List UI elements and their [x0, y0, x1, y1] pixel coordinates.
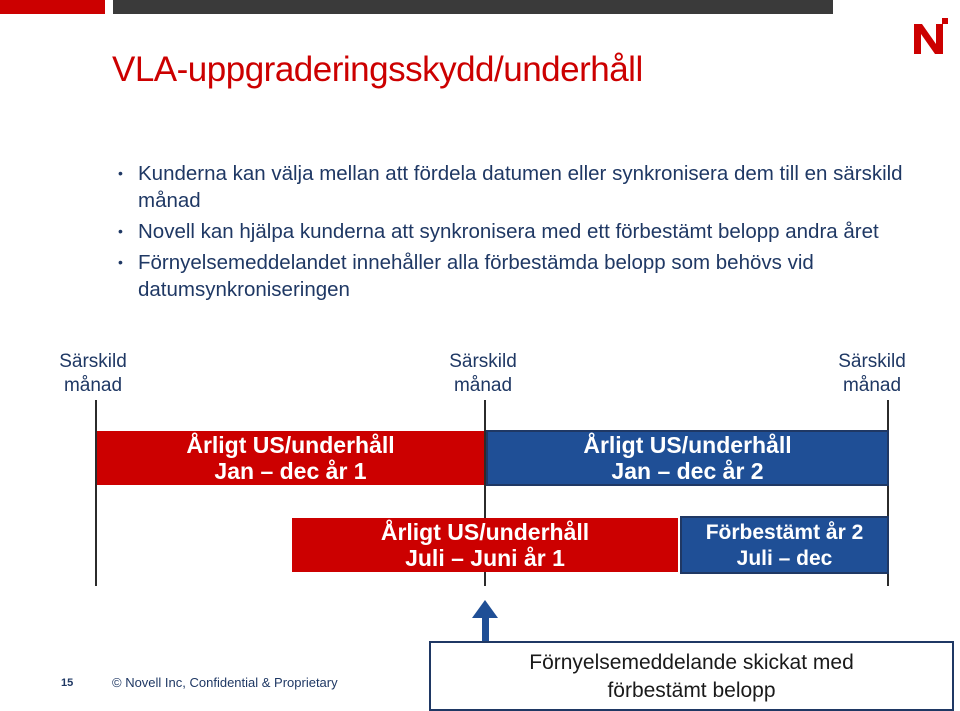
month-label-line1: Särskild	[838, 351, 906, 372]
bullet-item	[118, 218, 938, 245]
month-label-middle	[423, 350, 543, 398]
top-accent-bar-red	[0, 0, 105, 14]
bar-line1: Årligt US/underhåll	[380, 519, 590, 545]
bar-jan-dec-year2	[486, 430, 889, 486]
bullet-text: Förnyelsemeddelandet innehåller alla förbestämda belopp som behövs vid datumsynkroniseringen	[138, 251, 814, 301]
bar-line1: Årligt US/underhåll	[186, 432, 395, 458]
bar-forbestamt-year2	[680, 516, 889, 574]
footer-copyright: © Novell Inc, Confidential & Proprietary	[112, 675, 338, 690]
bar-line2: Jan – dec år 2	[611, 458, 764, 484]
bullet-item	[118, 160, 938, 214]
bar-line1: Förbestämt år 2	[705, 521, 864, 544]
month-label-line2: månad	[842, 375, 902, 396]
bar-line2: Juli – dec	[736, 547, 833, 570]
bar-line2: Juli – Juni år 1	[405, 545, 565, 571]
bullet-dot-icon: •	[118, 165, 123, 181]
bar-juli-juni-year1	[292, 518, 678, 572]
bar-jan-dec-year1	[97, 431, 484, 485]
notice-line2: förbestämt belopp	[607, 679, 776, 702]
bullet-item	[118, 249, 938, 303]
bullet-dot-icon: •	[118, 223, 123, 239]
bullet-list	[118, 160, 938, 307]
bullet-text: Novell kan hjälpa kunderna att synkronisera med ett förbestämt belopp andra året	[138, 220, 879, 243]
slide-title: VLA-uppgraderingsskydd/underhåll	[112, 50, 643, 89]
bar-line1: Årligt US/underhåll	[583, 432, 792, 458]
month-label-line1: Särskild	[59, 351, 127, 372]
bar-line2: Jan – dec år 1	[214, 458, 367, 484]
bullet-text: Kunderna kan välja mellan att fördela datumen eller synkronisera dem till en särskild månad	[138, 162, 903, 212]
novell-logo-icon	[910, 18, 950, 58]
bullet-dot-icon: •	[118, 254, 123, 270]
page-number: 15	[61, 677, 74, 689]
arrow-up-icon	[472, 600, 498, 618]
month-label-line1: Särskild	[449, 351, 517, 372]
month-label-line2: månad	[453, 375, 513, 396]
month-label-right	[812, 350, 932, 398]
month-label-left	[33, 350, 153, 398]
notice-line1: Förnyelsemeddelande skickat med	[529, 651, 854, 674]
top-accent-bar-gray	[113, 0, 833, 14]
renewal-notice-box	[429, 641, 954, 711]
month-label-line2: månad	[63, 375, 123, 396]
arrow-shaft	[482, 617, 489, 644]
timeline-divider-left	[95, 400, 97, 586]
